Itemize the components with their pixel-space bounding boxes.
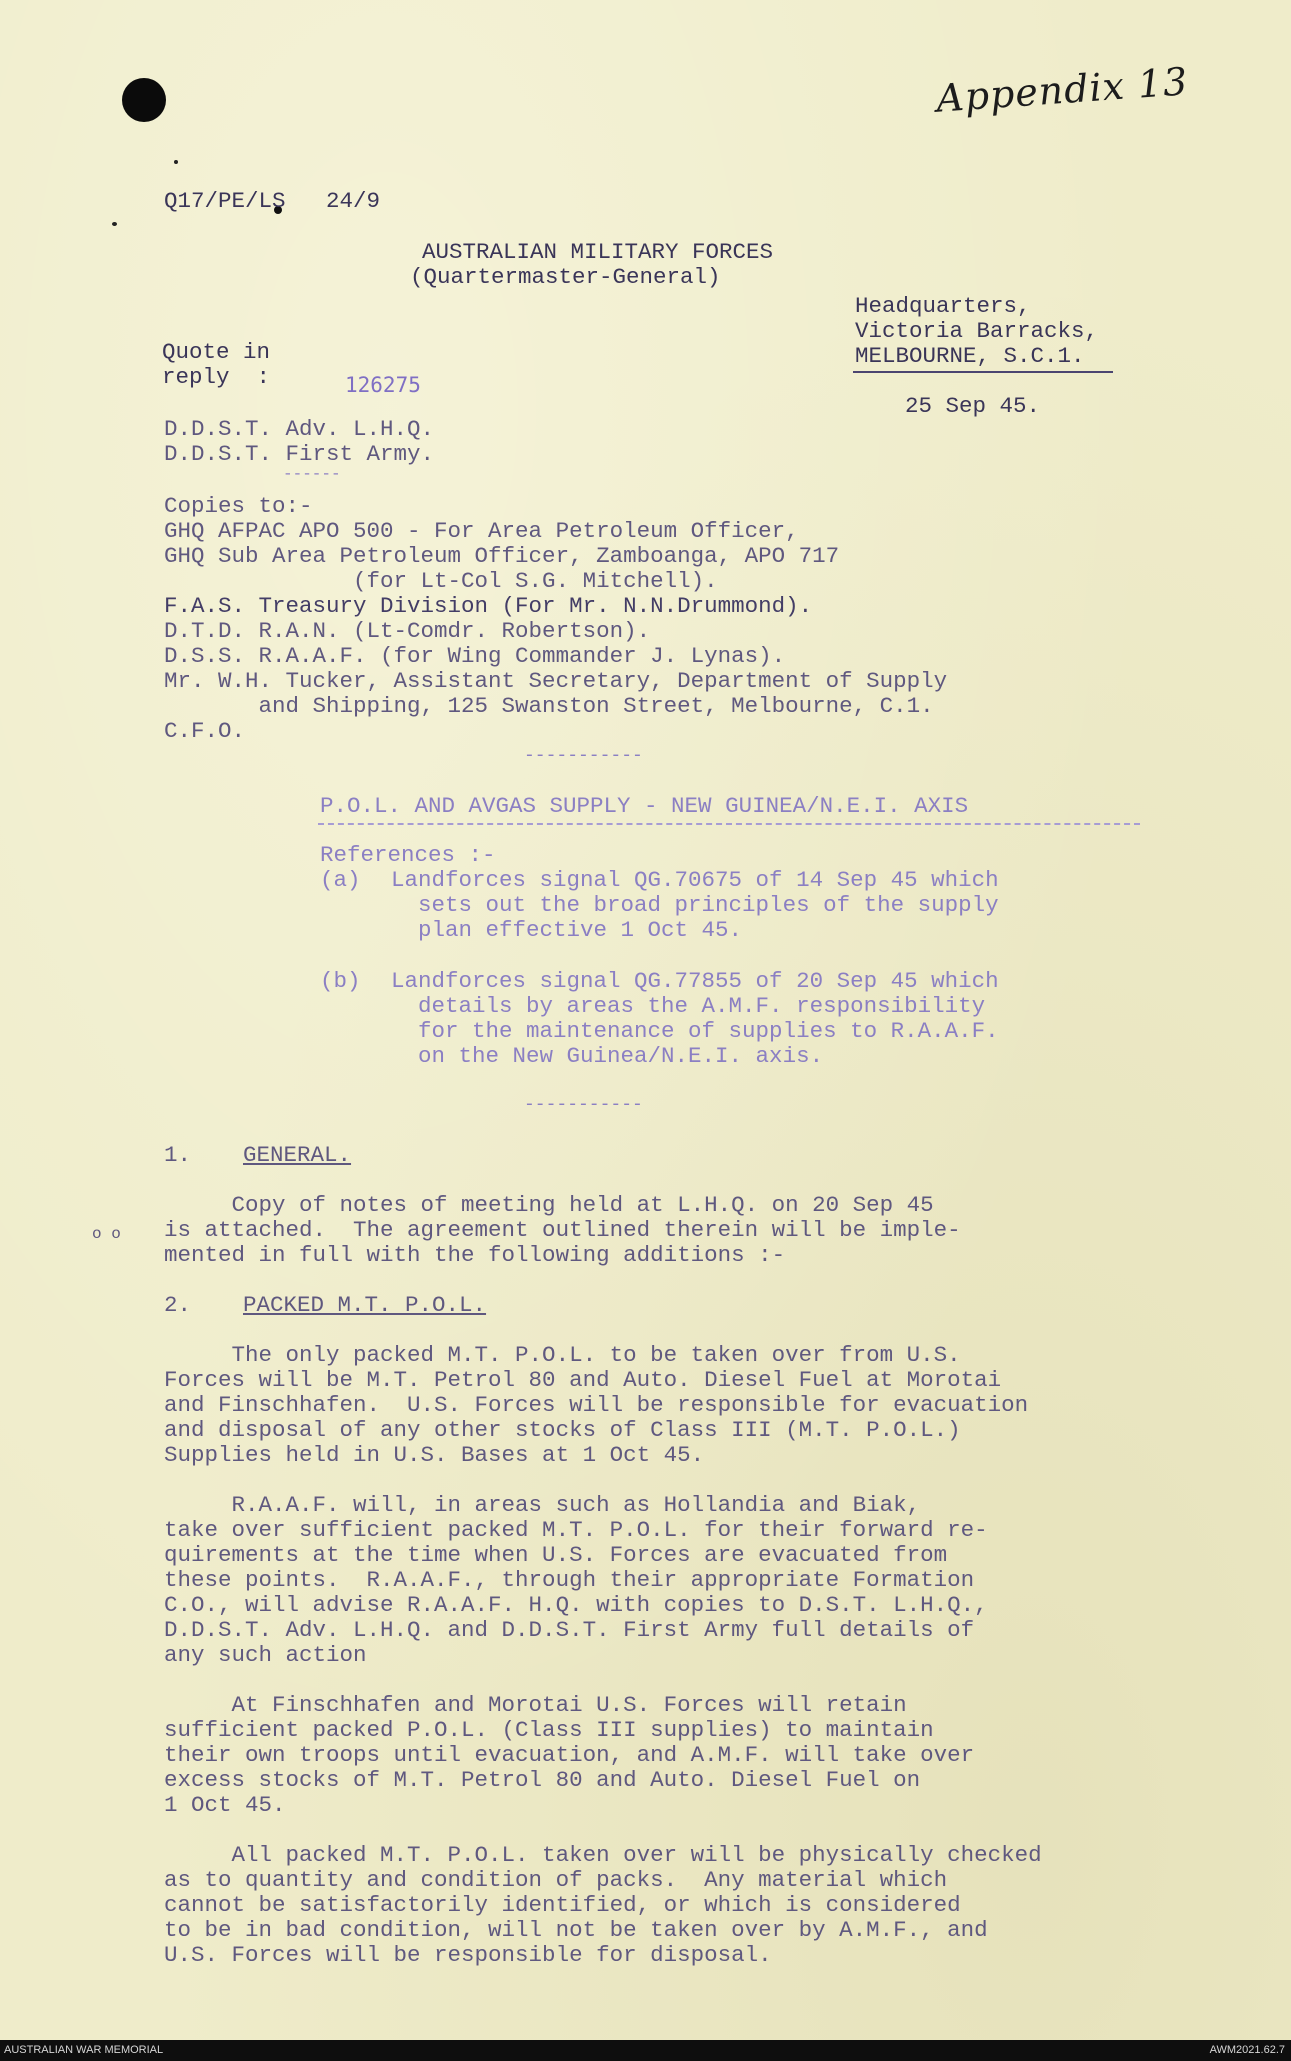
file-reference: Q17/PE/LS 24/9 — [164, 188, 381, 214]
copies-line: F.A.S. Treasury Division (For Mr. N.N.Drummond). — [164, 593, 813, 619]
paragraph-line: The only packed M.T. P.O.L. to be taken over from U.S. — [164, 1342, 961, 1368]
paragraph-line: Forces will be M.T. Petrol 80 and Auto. Diesel Fuel at Morotai — [164, 1367, 1002, 1393]
copies-line: C.F.O. — [164, 718, 246, 744]
subject-line: P.O.L. AND AVGAS SUPPLY - NEW GUINEA/N.E.I. AXIS — [320, 793, 969, 819]
hq-line-2: Victoria Barracks, — [855, 318, 1099, 344]
addressee-2: D.D.S.T. First Army. — [164, 441, 435, 467]
copies-line: (for Lt-Col S.G. Mitchell). — [164, 568, 718, 594]
dept-subtitle: (Quartermaster-General) — [410, 264, 721, 290]
section-number: 2. — [164, 1292, 192, 1318]
document-date: 25 Sep 45. — [905, 393, 1041, 419]
copies-line: D.S.S. R.A.A.F. (for Wing Commander J. Lynas). — [164, 643, 786, 669]
paragraph-line: 1 Oct 45. — [164, 1792, 286, 1818]
paragraph-line: is attached. The agreement outlined therein will be imple- — [164, 1217, 961, 1243]
paragraph-line: their own troops until evacuation, and A.M.F. will take over — [164, 1742, 975, 1768]
reference-line: on the New Guinea/N.E.I. axis. — [391, 1043, 824, 1069]
reference-line: plan effective 1 Oct 45. — [391, 917, 743, 943]
reference-label: (a) — [320, 867, 361, 893]
paragraph-line: cannot be satisfactorily identified, or which is considered — [164, 1892, 961, 1918]
reference-line: sets out the broad principles of the supply — [391, 892, 999, 918]
quote-number: 126275 — [345, 373, 421, 397]
paragraph-line: any such action — [164, 1642, 367, 1668]
footer-accession: AWM2021.62.7 — [1209, 2044, 1285, 2056]
punch-hole — [122, 78, 166, 122]
section-number: 1. — [164, 1142, 192, 1168]
paragraph-line: as to quantity and condition of packs. Any material which — [164, 1867, 948, 1893]
ink-speck — [174, 160, 178, 164]
reference-line: details by areas the A.M.F. responsibility — [391, 993, 986, 1019]
ink-speck — [112, 222, 117, 226]
paragraph-line: to be in bad condition, will not be taken over by A.M.F., and — [164, 1917, 988, 1943]
paragraph-line: excess stocks of M.T. Petrol 80 and Auto. Diesel Fuel on — [164, 1767, 921, 1793]
paragraph-line: C.O., will advise R.A.A.F. H.Q. with copies to D.S.T. L.H.Q., — [164, 1592, 988, 1618]
paragraph-line: Supplies held in U.S. Bases at 1 Oct 45. — [164, 1442, 705, 1468]
copies-line: D.T.D. R.A.N. (Lt-Comdr. Robertson). — [164, 618, 651, 644]
subject-underline — [318, 823, 1140, 825]
quote-label-1: Quote in — [162, 339, 271, 365]
paragraph-line: sufficient packed P.O.L. (Class III supplies) to maintain — [164, 1717, 934, 1743]
paragraph-line: D.D.S.T. Adv. L.H.Q. and D.D.S.T. First Army full details of — [164, 1617, 975, 1643]
paragraph-line: Copy of notes of meeting held at L.H.Q. on 20 Sep 45 — [164, 1192, 934, 1218]
footer-bar — [0, 2040, 1291, 2061]
section-title: GENERAL. — [243, 1142, 352, 1168]
addressee-1: D.D.S.T. Adv. L.H.Q. — [164, 416, 435, 442]
hq-line-3: MELBOURNE, S.C.1. — [855, 343, 1085, 369]
quote-label-2: reply : — [162, 364, 271, 390]
copies-line: GHQ Sub Area Petroleum Officer, Zamboanga, APO 717 — [164, 543, 840, 569]
copies-line: and Shipping, 125 Swanston Street, Melbourne, C.1. — [164, 693, 934, 719]
short-rule: ------ — [283, 465, 341, 483]
hq-underline — [853, 371, 1113, 373]
margin-mark: o o — [92, 1225, 121, 1243]
paragraph-line: U.S. Forces will be responsible for disposal. — [164, 1942, 772, 1968]
paragraph-line: R.A.A.F. will, in areas such as Hollandia and Biak, — [164, 1492, 921, 1518]
paragraph-line: and disposal of any other stocks of Class III (M.T. P.O.L.) — [164, 1417, 961, 1443]
paragraph-line: and Finschhafen. U.S. Forces will be responsible for evacuation — [164, 1392, 1029, 1418]
paragraph-line: All packed M.T. P.O.L. taken over will be physically checked — [164, 1842, 1042, 1868]
paragraph-line: these points. R.A.A.F., through their appropriate Formation — [164, 1567, 975, 1593]
reference-label: (b) — [320, 968, 361, 994]
reference-line: Landforces signal QG.77855 of 20 Sep 45 which — [391, 968, 999, 994]
paragraph-line: take over sufficient packed M.T. P.O.L. for their forward re- — [164, 1517, 988, 1543]
separator: ----------- — [524, 1095, 643, 1115]
copies-line: Mr. W.H. Tucker, Assistant Secretary, Department of Supply — [164, 668, 948, 694]
hq-line-1: Headquarters, — [855, 293, 1031, 319]
paragraph-line: mented in full with the following additions :- — [164, 1242, 786, 1268]
reference-line: Landforces signal QG.70675 of 14 Sep 45 which — [391, 867, 999, 893]
copies-heading: Copies to:- — [164, 493, 313, 519]
org-title: AUSTRALIAN MILITARY FORCES — [422, 239, 774, 265]
footer-credit: AUSTRALIAN WAR MEMORIAL — [4, 2044, 164, 2056]
separator: ----------- — [524, 746, 643, 766]
paragraph-line: At Finschhafen and Morotai U.S. Forces will retain — [164, 1692, 907, 1718]
reference-line: for the maintenance of supplies to R.A.A.F. — [391, 1018, 999, 1044]
references-heading: References :- — [320, 842, 496, 868]
handwritten-annotation: Appendix 13 — [934, 59, 1190, 121]
paragraph-line: quirements at the time when U.S. Forces are evacuated from — [164, 1542, 948, 1568]
copies-line: GHQ AFPAC APO 500 - For Area Petroleum Officer, — [164, 518, 799, 544]
section-title: PACKED M.T. P.O.L. — [243, 1292, 487, 1318]
